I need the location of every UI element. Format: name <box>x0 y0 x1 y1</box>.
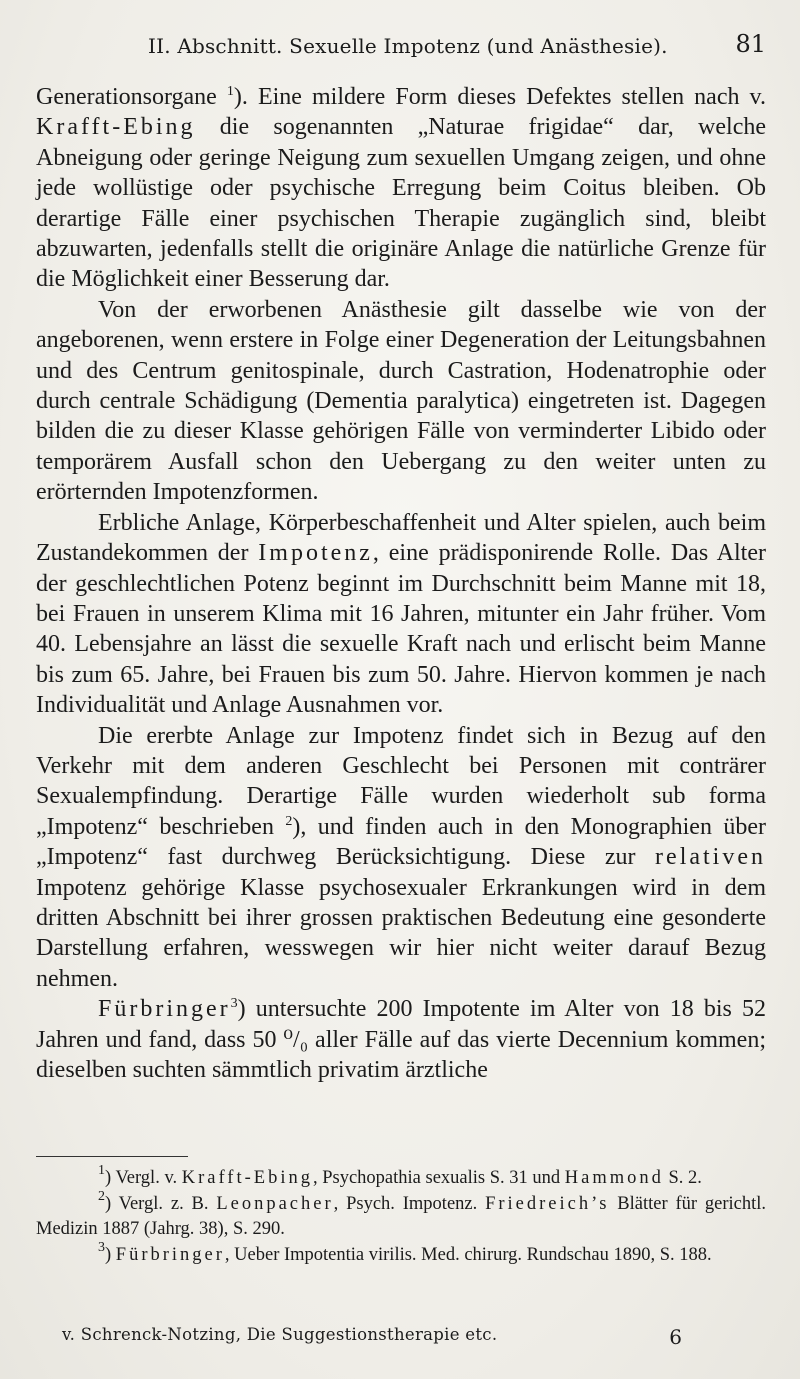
emphasis-spaced: Impotenz <box>258 540 373 567</box>
text-run: , Psych. Impotenz. <box>333 1193 486 1214</box>
text-run: ) Vergl. z. B. <box>105 1193 217 1214</box>
emphasis-spaced: relativen <box>655 844 766 871</box>
paragraph-3 <box>36 508 766 721</box>
author-name: Krafft-Ebing <box>36 114 196 141</box>
paragraph-5 <box>36 994 766 1085</box>
text-run: ) <box>105 1244 116 1265</box>
printer-signature-line <box>62 1325 682 1353</box>
footnotes <box>36 1163 766 1268</box>
sheet-number: 6 <box>669 1325 682 1349</box>
text-run: S. 2. <box>663 1168 702 1188</box>
text-run: ), und finden auch in den Monographien über „Impotenz“ fast durchweg Berücksichtigung. Diese zur <box>36 813 766 871</box>
text-run: ) untersuchte 200 Impotente im Alter von 18 bis 52 Jahren und fand, dass 50 ⁰/₀ aller Fälle auf das vierte Decennium kommen; dieselben suchten sämmtlich privatim ärztliche <box>36 996 766 1083</box>
footnote-1 <box>36 1163 766 1192</box>
text-run: Impotenz gehörige Klasse psychosexualer Erkrankungen wird in dem dritten Abschnitt bei ihrer grossen praktischen Bedeutung eine gesonderte Darstellung erfahren, wesswegen wir hier nicht weiter darauf Bezug nehmen. <box>36 874 766 992</box>
author-name: Krafft-Ebing <box>181 1168 313 1188</box>
text-run: die sogenannten „Naturae frigidae“ dar, welche Abneigung oder geringe Neigung zum sexuellen Umgang zeigen, und ohne jede wollüstige oder psychische Erregung beim Coitus bleiben. Ob derartige Fälle einer psychischen Therapie zugänglich sind, bleibt abzuwarten, jedenfalls stellt die originäre Anlage die natürliche Grenze für die Möglichkeit einer Besserung dar. <box>36 114 766 293</box>
author-name: Fürbringer <box>98 996 231 1023</box>
footnote-ref-1: 1 <box>226 84 234 99</box>
footnote-3 <box>36 1239 766 1269</box>
text-run: , eine prädisponirende Rolle. Das Alter der geschlechtlichen Potenz beginnt im Durchschnitt beim Manne mit 18, bei Frauen in unserem Klima mit 16 Jahren, mitunter ein Jahr früher. Vom 40. Lebensjahre an lässt die sexuelle Kraft nach und erlischt beim Manne bis zum 65. Jahre, bei Frauen bis zum 50. Jahre. Hiervon kommen je nach Individualität und Anlage Ausnahmen vor. <box>36 540 766 719</box>
paragraph-1 <box>36 82 766 295</box>
footnote-divider <box>36 1156 188 1157</box>
author-name: Leonpacher <box>216 1193 334 1214</box>
signature-text: v. Schrenck-Notzing, Die Suggestionstherapie etc. <box>62 1325 498 1344</box>
text-run: , Psychopathia sexualis S. 31 und <box>312 1168 565 1188</box>
text-run: Die ererbte Anlage zur Impotenz findet sich in Bezug auf den Verkehr mit dem anderen Geschlecht bei Personen mit conträrer Sexualempfindung. Derartige Fälle wurden wiederholt sub forma „Impotenz“ beschrieben <box>36 722 766 840</box>
footnote-mark: 3 <box>98 1239 105 1255</box>
text-run: ). Eine mildere Form dieses Defektes stellen nach v. <box>233 84 766 110</box>
running-header <box>36 30 766 60</box>
author-name: Fürbringer <box>115 1244 225 1265</box>
body-text <box>36 82 766 1085</box>
page-number: 81 <box>735 30 766 58</box>
footnote-2 <box>36 1188 766 1243</box>
paragraph-4 <box>36 721 766 995</box>
text-run: Generationsorgane <box>36 84 227 110</box>
running-title: II. Abschnitt. Sexuelle Impotenz (und Anästhesie). <box>148 34 668 58</box>
author-name: Hammond <box>564 1168 664 1188</box>
text-run: Erbliche Anlage, Körperbeschaffenheit und Alter spielen, auch beim Zustandekommen der <box>36 509 766 567</box>
text-run: , Ueber Impotentia virilis. Med. chirurg. Rundschau 1890, S. 188. <box>224 1244 712 1265</box>
footnote-mark: 1 <box>98 1163 105 1178</box>
text-run: ) Vergl. v. <box>105 1168 182 1188</box>
footnote-ref-3: 3 <box>230 996 238 1012</box>
footnote-ref-2: 2 <box>285 813 293 829</box>
paragraph-2: Von der erworbenen Anästhesie gilt dasselbe wie von der angeborenen, wenn erstere in Folge einer Degeneration der Leitungsbahnen und des Centrum genitospinale, durch Castration, Hodenatrophie oder durch centrale Schädigung (Dementia paralytica) eingetreten ist. Dagegen bilden die zu dieser Klasse gehörigen Fälle von verminderter Libido oder temporärem Ausfall schon den Uebergang zu den weiter unten zu erörternden Impotenzformen. <box>36 296 766 506</box>
author-name: Friedreich’s <box>485 1193 610 1214</box>
footnote-mark: 2 <box>98 1188 105 1204</box>
text-run: Blätter für gerichtl. Medizin 1887 (Jahrg. 38), S. 290. <box>36 1193 766 1239</box>
